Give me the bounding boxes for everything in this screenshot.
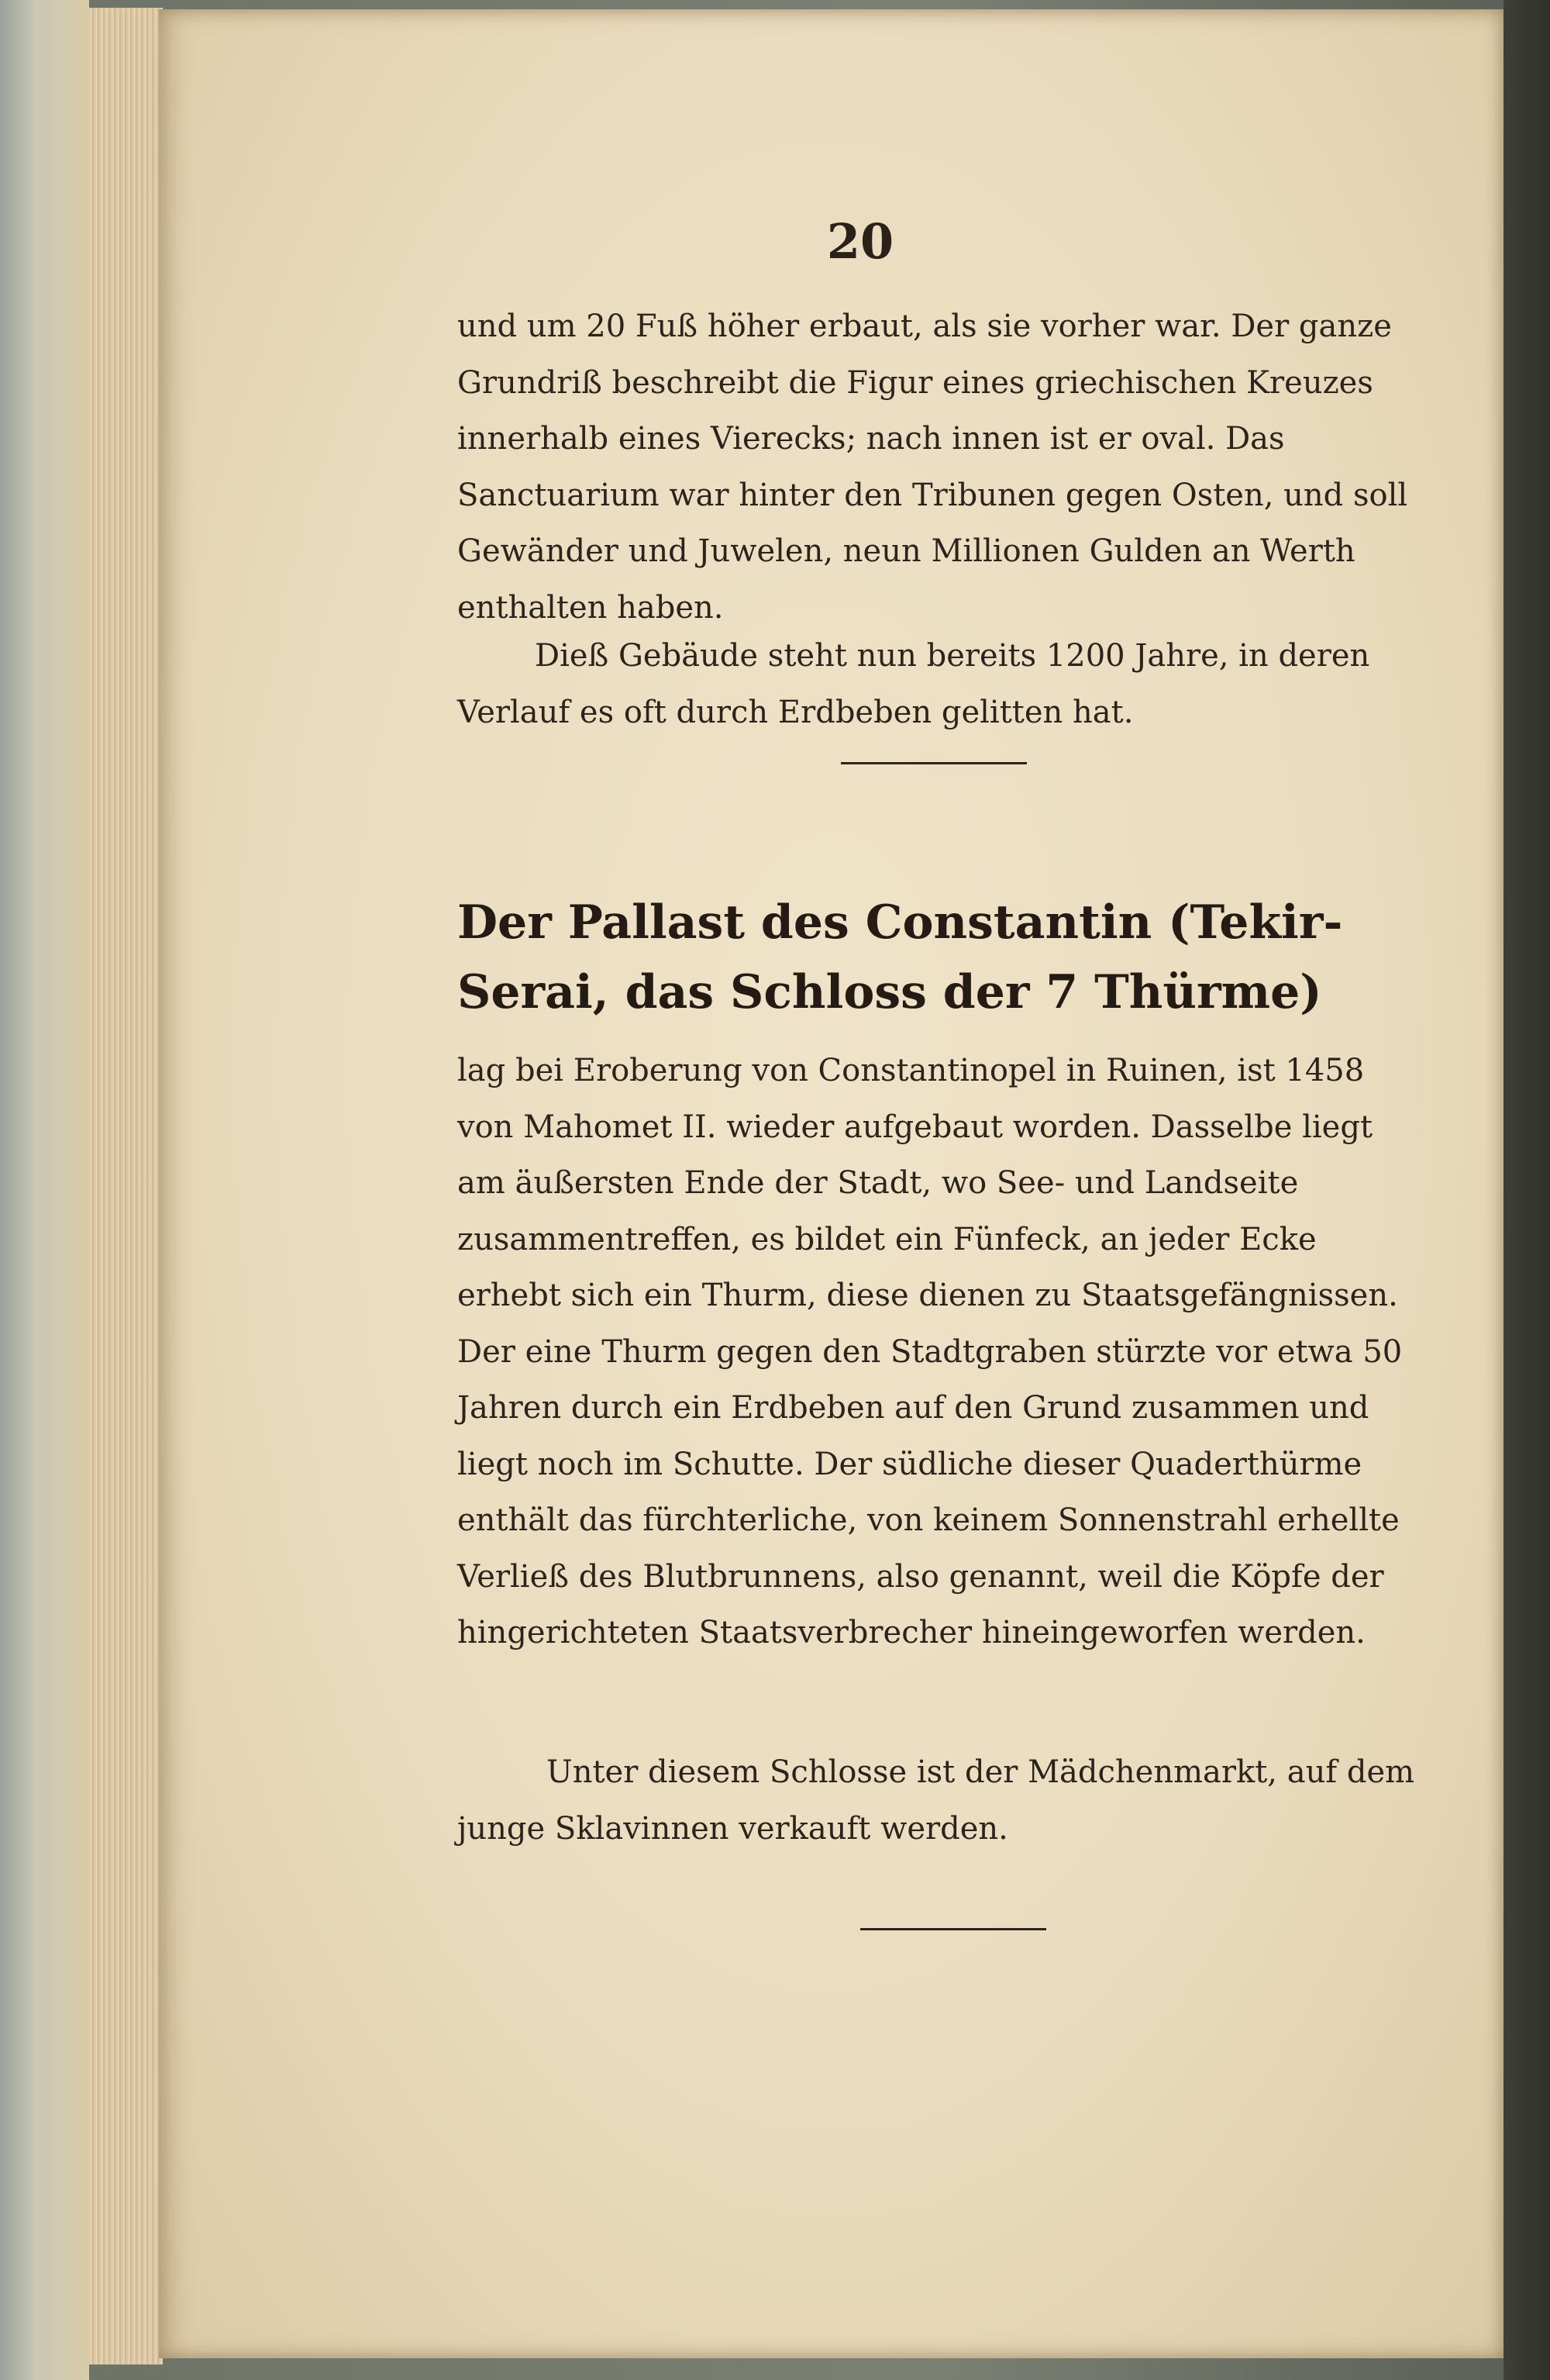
paragraph-palace-history: lag bei Eroberung von Constantinopel in Ruinen, ist 1458 von Mahomet II. wieder aufgebaut worden. Dasselbe liegt am äußersten Ende der Stadt, wo See- und Landseite zusammentreffen, es bildet ein Fünfeck, an jeder Ecke erhebt sich ein Thurm, diese dienen zu Staatsgefängnissen. Der eine Thurm gegen den Stadtgraben stürzte vor etwa 50 Jahren durch ein Erdbeben auf den Grund zusammen und liegt noch im Schutte. Der südliche dieser Quaderthürme enthält das fürchterliche, von keinem Sonnenstrahl erhellte Verließ des Blutbrunnens, also genannt, weil die Köpfe der hingerichteten Staatsverbrecher hineingeworfen werden. [457,1053,1403,1650]
section-divider [841,762,1027,764]
section-heading: Der Pallast des Constantin (Tekir-Serai, das Schloss der 7 Thürme) [457,895,1343,1019]
book-cover-edge [0,0,89,2380]
paragraph-intro: und um 20 Fuß höher erbaut, als sie vorher war. Der ganze Grundriß beschreibt die Figur eines griechischen Kreuzes innerhalb eines Vierecks; nach innen ist er oval. Das Sanctuarium war hinter den Tribunen gegen Osten, und soll Gewänder und Juwelen, neun Millionen Gulden an Werth enthalten haben. [457,309,1408,626]
paragraph-girls-market: Unter diesem Schlosse ist der Mädchenmarkt, auf dem junge Sklavinnen verkauft werden. [457,1754,1415,1847]
end-divider [860,1928,1046,1930]
paragraph-building-age: Dieß Gebäude steht nun bereits 1200 Jahre, in deren Verlauf es oft durch Erdbeben gelitten hat. [457,638,1370,730]
page-stack-edges [89,8,163,2364]
gutter-shadow [1504,0,1550,2380]
page-number: 20 [826,213,894,270]
